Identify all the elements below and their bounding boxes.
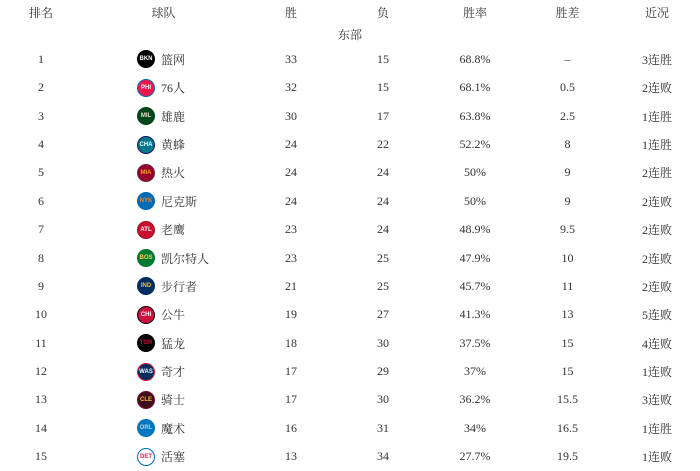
- det-team-logo-icon: DET: [137, 448, 155, 466]
- gb-cell: 9: [564, 193, 571, 208]
- streak-cell: 2连败: [641, 81, 672, 96]
- rank-cell: 15: [35, 449, 47, 464]
- losses-cell: 15: [377, 80, 389, 95]
- table-row: [0, 74, 700, 102]
- phi-team-logo-icon: PHI: [137, 79, 155, 97]
- gb-cell: 19.5: [557, 449, 578, 464]
- streak-cell: 1连败: [641, 450, 672, 465]
- wins-cell: 17: [285, 392, 297, 407]
- losses-cell: 25: [377, 250, 389, 265]
- was-team-logo-icon: WAS: [137, 363, 155, 381]
- streak-cell: 4连败: [641, 336, 672, 351]
- column-header-gb: 胜差: [555, 5, 580, 20]
- wins-cell: 17: [285, 364, 297, 379]
- pct-cell: 47.9%: [459, 250, 491, 265]
- pct-cell: 52.2%: [459, 137, 491, 152]
- team-cell[interactable]: [82, 187, 245, 215]
- team-link[interactable]: [82, 448, 245, 466]
- table-row: [0, 159, 700, 187]
- streak-cell: 3连败: [641, 393, 672, 408]
- team-cell[interactable]: [82, 272, 245, 300]
- orl-team-logo-icon: ORL: [137, 419, 155, 437]
- streak-cell: 5连败: [641, 308, 672, 323]
- gb-cell: 15: [561, 335, 574, 350]
- losses-cell: 15: [377, 51, 389, 66]
- gb-cell: 10: [561, 250, 574, 265]
- table-row: [0, 244, 700, 272]
- rank-cell: 13: [35, 392, 47, 407]
- wins-cell: 33: [285, 51, 297, 66]
- wins-cell: 21: [285, 278, 297, 293]
- table-row: [0, 130, 700, 158]
- team-link[interactable]: [82, 107, 245, 125]
- column-header-pct: 胜率: [462, 5, 487, 20]
- gb-cell: 11: [561, 278, 574, 293]
- team-link[interactable]: [82, 277, 245, 295]
- atl-team-logo-icon: ATL: [137, 221, 155, 239]
- streak-cell: 1连胜: [641, 421, 672, 436]
- team-name: 雄鹿: [161, 109, 186, 124]
- rank-cell: 7: [38, 222, 44, 237]
- team-cell[interactable]: [82, 329, 245, 357]
- gb-cell: 15: [561, 364, 574, 379]
- conference-section-row: [0, 24, 700, 45]
- team-name: 魔术: [161, 421, 186, 436]
- wins-cell: 13: [285, 449, 297, 464]
- streak-cell: 2连败: [641, 279, 672, 294]
- team-link[interactable]: [82, 363, 245, 381]
- wins-cell: 19: [285, 307, 297, 322]
- losses-cell: 27: [377, 307, 389, 322]
- team-cell[interactable]: [82, 414, 245, 442]
- team-name: 篮网: [161, 52, 186, 67]
- chi-team-logo-icon: CHI: [137, 306, 155, 324]
- pct-cell: 37.5%: [459, 335, 491, 350]
- rank-cell: 9: [38, 278, 44, 293]
- rank-cell: 4: [38, 137, 44, 152]
- pct-cell: 37%: [464, 364, 486, 379]
- table-row: [0, 187, 700, 215]
- pct-cell: 36.2%: [459, 392, 491, 407]
- losses-cell: 22: [377, 137, 389, 152]
- team-name: 步行者: [161, 279, 198, 294]
- mil-team-logo-icon: MIL: [137, 107, 155, 125]
- rank-cell: 6: [38, 193, 44, 208]
- losses-cell: 30: [377, 392, 389, 407]
- streak-cell: 3连胜: [641, 52, 672, 67]
- nyk-team-logo-icon: NYK: [137, 192, 155, 210]
- team-link[interactable]: [82, 192, 245, 210]
- team-cell[interactable]: [82, 102, 245, 130]
- wins-cell: 23: [285, 250, 297, 265]
- rank-cell: 2: [38, 80, 44, 95]
- team-link[interactable]: [82, 391, 245, 409]
- team-cell[interactable]: [82, 130, 245, 158]
- cha-team-logo-icon: CHA: [137, 136, 155, 154]
- mia-team-logo-icon: MIA: [137, 164, 155, 182]
- pct-cell: 68.1%: [459, 80, 491, 95]
- losses-cell: 17: [377, 108, 389, 123]
- rank-cell: 5: [38, 165, 44, 180]
- pct-cell: 34%: [464, 420, 486, 435]
- pct-cell: 41.3%: [459, 307, 491, 322]
- pct-cell: 50%: [464, 193, 486, 208]
- standings-header-row: [0, 0, 700, 24]
- team-name: 76人: [161, 81, 186, 96]
- streak-cell: 1连胜: [641, 109, 672, 124]
- team-link[interactable]: [82, 334, 245, 352]
- gb-cell: –: [564, 51, 571, 66]
- pct-cell: 50%: [464, 165, 486, 180]
- team-name: 骑士: [161, 393, 186, 408]
- gb-cell: 16.5: [557, 420, 578, 435]
- gb-cell: 15.5: [557, 392, 578, 407]
- wins-cell: 24: [285, 193, 297, 208]
- team-link[interactable]: [82, 164, 245, 182]
- team-cell[interactable]: [82, 301, 245, 329]
- team-link[interactable]: [82, 79, 245, 97]
- cle-team-logo-icon: CLE: [137, 391, 155, 409]
- column-header-streak: 近况: [644, 5, 669, 20]
- pct-cell: 48.9%: [459, 222, 491, 237]
- bkn-team-logo-icon: BKN: [137, 50, 155, 68]
- wins-cell: 32: [285, 80, 297, 95]
- losses-cell: 34: [377, 449, 389, 464]
- team-name: 尼克斯: [161, 194, 198, 209]
- table-row: [0, 272, 700, 300]
- team-cell[interactable]: [82, 244, 245, 272]
- team-name: 老鹰: [161, 223, 186, 238]
- team-link[interactable]: [82, 419, 245, 437]
- wins-cell: 23: [285, 222, 297, 237]
- table-row: [0, 45, 700, 73]
- ind-team-logo-icon: IND: [137, 277, 155, 295]
- rank-cell: 14: [35, 420, 47, 435]
- table-row: [0, 414, 700, 442]
- wins-cell: 18: [285, 335, 297, 350]
- losses-cell: 24: [377, 193, 389, 208]
- team-cell[interactable]: [82, 357, 245, 385]
- streak-cell: 1连败: [641, 365, 672, 380]
- team-name: 热火: [161, 166, 186, 181]
- team-name: 猛龙: [161, 336, 186, 351]
- streak-cell: 1连胜: [641, 138, 672, 153]
- pct-cell: 68.8%: [459, 51, 491, 66]
- table-row: [0, 102, 700, 130]
- team-link[interactable]: [82, 306, 245, 324]
- team-name: 公牛: [161, 308, 186, 323]
- rank-cell: 10: [35, 307, 47, 322]
- team-name: 活塞: [161, 450, 186, 465]
- wins-cell: 16: [285, 420, 297, 435]
- gb-cell: 9.5: [560, 222, 575, 237]
- team-cell[interactable]: [82, 45, 245, 73]
- team-link[interactable]: [82, 249, 245, 267]
- team-cell[interactable]: [82, 216, 245, 244]
- table-row: [0, 329, 700, 357]
- team-cell[interactable]: [82, 74, 245, 102]
- team-link[interactable]: [82, 136, 245, 154]
- column-header-losses: 负: [376, 5, 389, 20]
- table-row: [0, 301, 700, 329]
- table-row: [0, 216, 700, 244]
- losses-cell: 25: [377, 278, 389, 293]
- wins-cell: 30: [285, 108, 297, 123]
- wins-cell: 24: [285, 137, 297, 152]
- table-row: [0, 357, 700, 385]
- rank-cell: 8: [38, 250, 44, 265]
- rank-cell: 1: [38, 51, 44, 66]
- team-name: 凯尔特人: [161, 251, 210, 266]
- gb-cell: 13: [561, 307, 574, 322]
- table-row: [0, 443, 700, 471]
- tor-team-logo-icon: TOR: [137, 334, 155, 352]
- rank-cell: 12: [35, 364, 47, 379]
- streak-cell: 2连败: [641, 194, 672, 209]
- team-link[interactable]: [82, 50, 245, 68]
- pct-cell: 63.8%: [459, 108, 491, 123]
- rank-cell: 11: [35, 335, 47, 350]
- pct-cell: 45.7%: [459, 278, 491, 293]
- streak-cell: 2连胜: [641, 166, 672, 181]
- rank-cell: 3: [38, 108, 44, 123]
- team-cell[interactable]: [82, 159, 245, 187]
- column-header-team: 球队: [151, 5, 176, 20]
- table-row: [0, 386, 700, 414]
- streak-cell: 2连败: [641, 223, 672, 238]
- losses-cell: 31: [377, 420, 389, 435]
- gb-cell: 8: [564, 137, 571, 152]
- column-header-rank: 排名: [28, 5, 53, 20]
- team-cell[interactable]: [82, 386, 245, 414]
- gb-cell: 9: [564, 165, 571, 180]
- pct-cell: 27.7%: [459, 449, 491, 464]
- team-name: 黄蜂: [161, 138, 186, 153]
- losses-cell: 30: [377, 335, 389, 350]
- losses-cell: 24: [377, 165, 389, 180]
- wins-cell: 24: [285, 165, 297, 180]
- gb-cell: 2.5: [560, 108, 575, 123]
- losses-cell: 29: [377, 364, 389, 379]
- team-name: 奇才: [161, 365, 186, 380]
- gb-cell: 0.5: [560, 80, 575, 95]
- team-link[interactable]: [82, 221, 245, 239]
- bos-team-logo-icon: BOS: [137, 249, 155, 267]
- streak-cell: 2连败: [641, 251, 672, 266]
- column-header-wins: 胜: [284, 5, 297, 20]
- losses-cell: 24: [377, 222, 389, 237]
- team-cell[interactable]: [82, 443, 245, 471]
- conference-section-label: 东部: [337, 28, 362, 43]
